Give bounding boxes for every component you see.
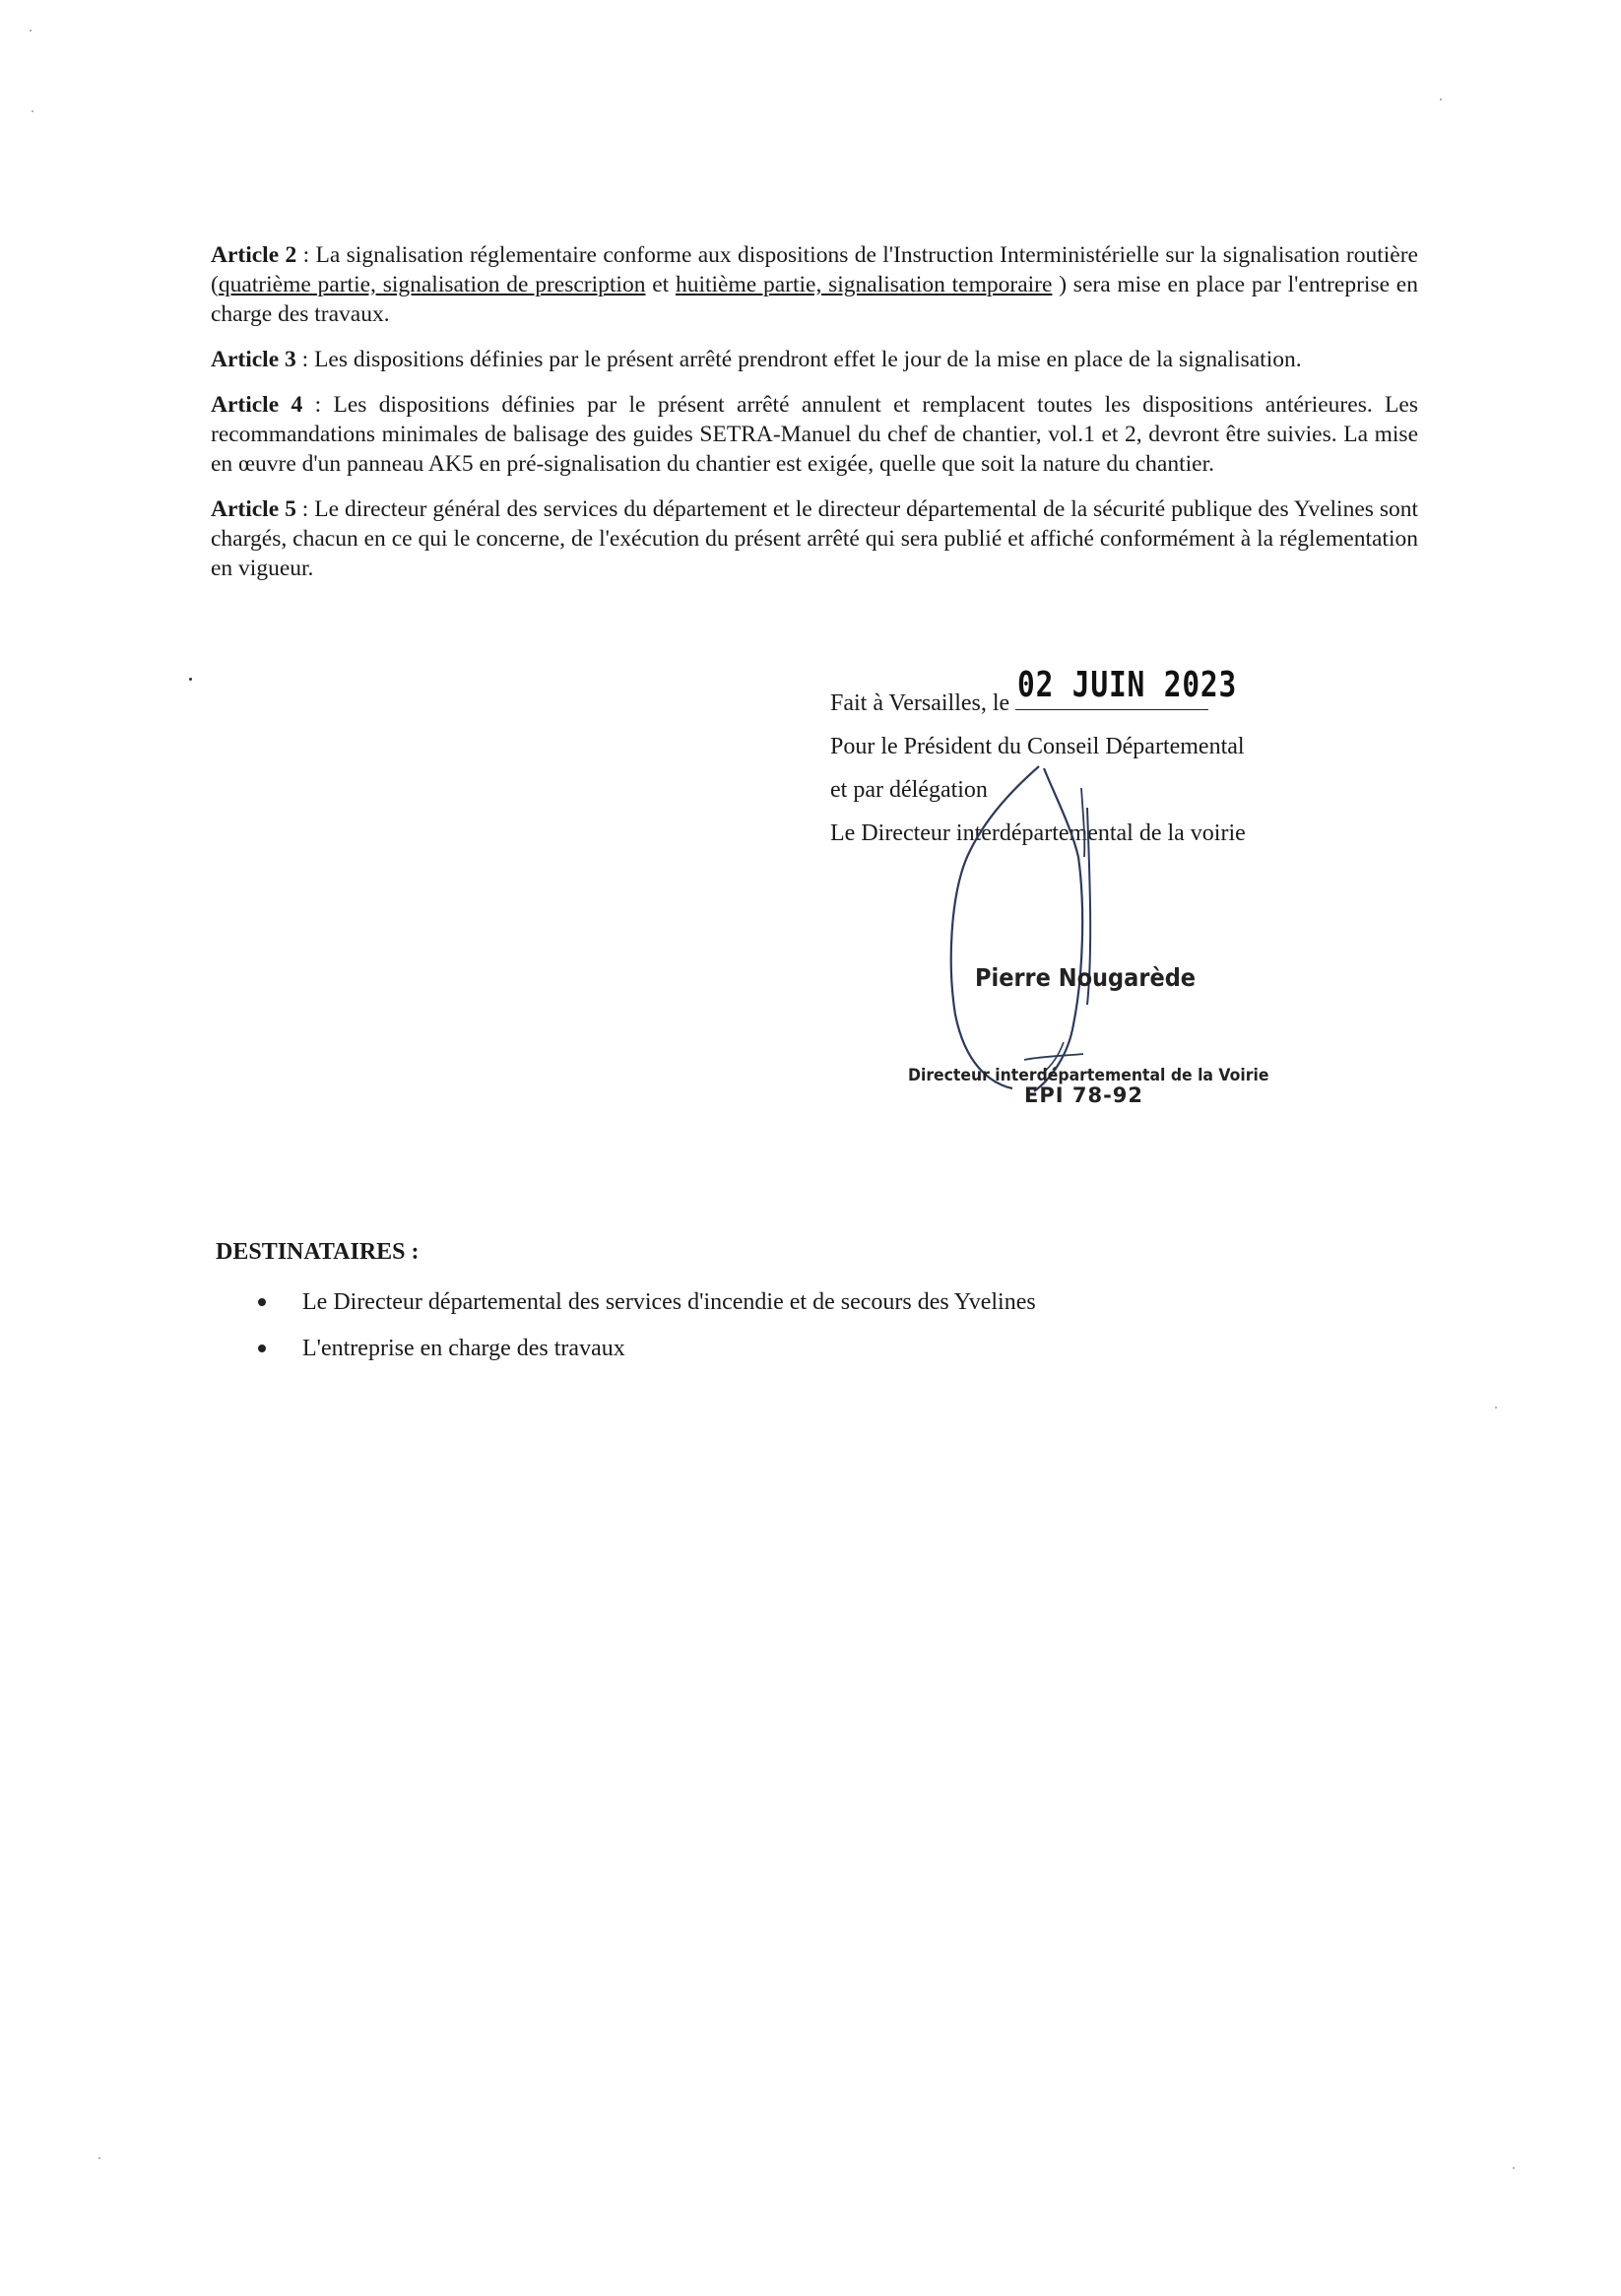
signatory-title: Le Directeur interdépartemental de la voirie xyxy=(830,820,1246,846)
article-label: Article 2 xyxy=(211,242,297,268)
bullet-icon xyxy=(258,1345,266,1352)
article-2: Article 2 : La signalisation réglementaire conforme aux dispositions de l'Instruction Interministérielle sur la signalisation routière (quatrième partie, signalisation de prescription et huitième partie, signalisation temporaire ) sera mise en place par l'entreprise en charge des travaux. xyxy=(211,242,1418,327)
stamp-code: EPI 78-92 xyxy=(1024,1083,1144,1107)
scan-speck xyxy=(1513,2167,1515,2169)
date-field xyxy=(1015,665,1238,710)
recipient-text: L'entreprise en charge des travaux xyxy=(302,1336,625,1361)
handwritten-signature xyxy=(945,749,1172,1103)
article-4: Article 4 : Les dispositions définies par le présent arrêté annulent et remplacent toutes les dispositions antérieures. Les recommandations minimales de balisage des guides SETRA-Manuel du chef de chantier, vol.1 et 2, devront être suivies. La mise en œuvre d'un panneau AK5 en pré-signalisation du chantier est exigée, quelle que soit la nature du chantier. xyxy=(211,392,1418,477)
recipients-list xyxy=(216,1287,1299,1363)
article-text: Le directeur général des services du département et le directeur départemental de la sécurité publique des Yvelines sont chargés, chacun en ce qui le concerne, de l'exécution du présent arrêté qui sera publié et affiché conformément à la réglementation en vigueur. xyxy=(211,496,1418,581)
scan-speck xyxy=(32,110,33,112)
date-stamp: 02 JUIN 2023 xyxy=(1017,665,1238,705)
article-5: Article 5 : Le directeur général des services du département et le directeur départemental de la sécurité publique des Yvelines sont chargés, chacun en ce qui le concerne, de l'exécution du présent arrêté qui sera publié et affiché conformément à la réglementation en vigueur. xyxy=(211,496,1418,581)
article-text: La signalisation réglementaire conforme aux dispositions de l'Instruction Interministérielle sur la signalisation routière ( xyxy=(211,242,1418,297)
scan-speck xyxy=(98,2157,100,2159)
recipients-section xyxy=(216,1239,1299,1380)
article-reference: huitième partie, signalisation temporaire xyxy=(675,272,1053,297)
place-label: Fait à Versailles, le xyxy=(830,690,1010,716)
article-3: Article 3 : Les dispositions définies par le présent arrêté prendront effet le jour de la mise en place de la signalisation. xyxy=(211,347,1302,372)
article-text: Les dispositions définies par le présent arrêté annulent et remplacent toutes les dispositions antérieures. Les recommandations minimales de balisage des guides SETRA-Manuel du chef de chantier, vol.1 et 2, devront être suivies. La mise en œuvre d'un panneau AK5 en pré-signalisation du chantier est exigée, quelle que soit la nature du chantier. xyxy=(211,392,1418,477)
place-date-line xyxy=(830,665,1342,725)
stamp-signatory-title: Directeur interdépartemental de la Voirie xyxy=(908,1066,1269,1085)
article-label: Article 4 xyxy=(211,392,303,418)
scan-speck xyxy=(189,678,192,681)
article-label: Article 3 xyxy=(211,347,296,372)
article-text: Les dispositions définies par le présent arrêté prendront effet le jour de la mise en place de la signalisation. xyxy=(314,347,1302,372)
delegation-line-1: Pour le Président du Conseil Départemental xyxy=(830,734,1245,759)
list-item xyxy=(216,1287,1299,1317)
stamp-signatory-name: Pierre Nougarède xyxy=(975,963,1197,992)
article-label: Article 5 xyxy=(211,496,296,522)
recipient-text: Le Directeur départemental des services d'incendie et de secours des Yvelines xyxy=(302,1289,1036,1315)
recipients-heading: DESTINATAIRES : xyxy=(216,1239,420,1265)
scan-speck xyxy=(1440,98,1442,100)
article-reference: quatrième partie, signalisation de prescription xyxy=(218,272,646,297)
bullet-icon xyxy=(258,1298,266,1306)
scan-speck xyxy=(30,30,32,32)
list-item xyxy=(216,1334,1299,1363)
delegation-line-2: et par délégation xyxy=(830,777,988,803)
scan-speck xyxy=(1495,1407,1497,1409)
articles-section xyxy=(211,240,1418,599)
